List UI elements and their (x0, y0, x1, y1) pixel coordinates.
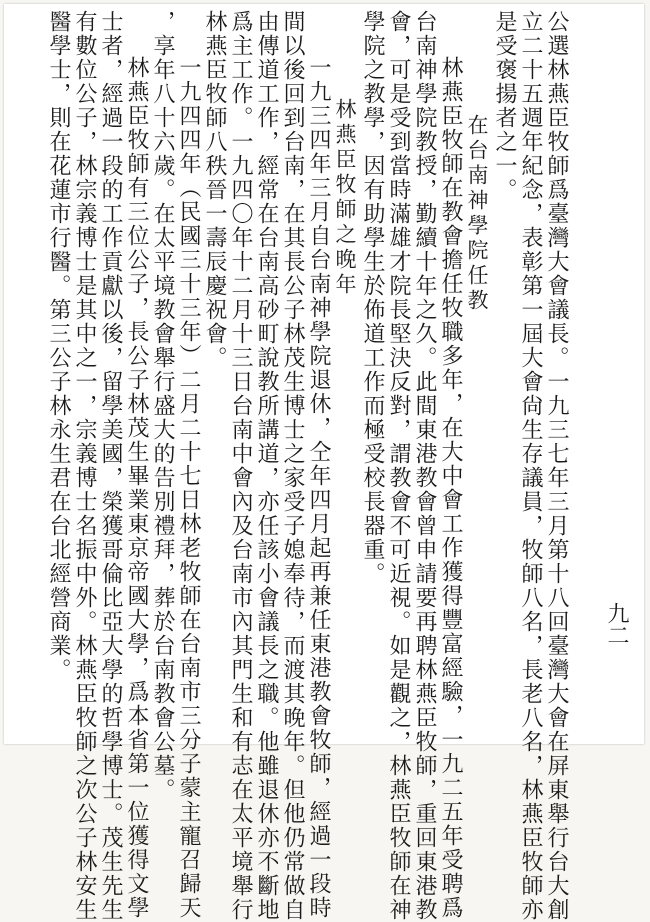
document-sheet (4, 4, 644, 922)
text-column-17: 林燕臣牧師有三位公子，長公子林茂生畢業東京帝國大學，爲本省第一位獲得文學 (124, 56, 149, 920)
text-column-3: 是受褒揚者之一。 (492, 10, 517, 202)
text-column-14: 林燕臣牧師八秩晉一壽辰慶祝會。 (202, 10, 227, 370)
text-column-11: 間以後回到台南，在其長公子林茂生博士之家受子媳奉待，而渡其晚年。但他仍常做自 (280, 10, 305, 922)
text-column-10: 一九三四年三月自台南神學院退休，仝年四月起再兼任東港教會牧師，經過一段時 (306, 56, 331, 920)
page-number: 九二 (604, 602, 629, 646)
text-column-16: ，享年八十六歲。在太平境教會舉行盛大的告別禮拜，葬於台南教會公墓。 (150, 10, 175, 802)
text-column-1: 公選林燕臣牧師爲臺灣大會議長。一九三七年三月第十八回臺灣大會在屏東舉行台大創 (544, 10, 569, 922)
text-column-13: 爲主工作。一九四〇年十二月十三日台南中會內及台南市內其門生和有志在太平境舉行 (228, 10, 253, 922)
text-column-7: 會，可是受到當時滿雄才院長堅決反對，謂教會不可近視。如是觀之，林燕臣牧師在神 (386, 10, 411, 922)
text-column-12: 由傳道工作，經常在台南高砂町說教所講道，亦任該小會議長之職。他雖退休亦不斷地 (254, 10, 279, 922)
text-column-19: 有數位公子，林宗義博士是其中之一，宗義博士名振中外。林燕臣牧師之次公子林安生 (72, 10, 97, 922)
text-column-18: 士者，經過一段的工作貢獻以後，留學美國，榮獲哥倫比亞大學的哲學博士。茂生先生 (98, 10, 123, 922)
text-column-5: 林燕臣牧師在教會擔任牧職多年，在大中會工作獲得豐富經驗，一九二五年受聘爲 (438, 56, 463, 920)
text-column-15: 一九四四年（民國三十三年）二月二十七日林老牧師在台南市三分子蒙主寵召歸天 (176, 56, 201, 920)
text-column-6: 台南神學院教授，勤續十年之久。此間東港教會曾申請要再聘林燕臣牧師，重回東港教 (412, 10, 437, 922)
text-column-2: 立二十五週年紀念，表彰第一屆大會尙生存議員，牧師八名，長老八名，林燕臣牧師亦 (518, 10, 543, 922)
text-column-20: 醫學士，則在花蓮市行醫。第三公子林永生君在台北經營商業。 (46, 10, 71, 682)
section-heading-later-years: 林燕臣牧師之晚年 (333, 98, 357, 298)
text-column-8: 學院之教學，因有助學生於佈道工作而極受校長器重。 (360, 10, 385, 586)
section-heading-teaching: 在台南神學院任教 (465, 114, 489, 314)
